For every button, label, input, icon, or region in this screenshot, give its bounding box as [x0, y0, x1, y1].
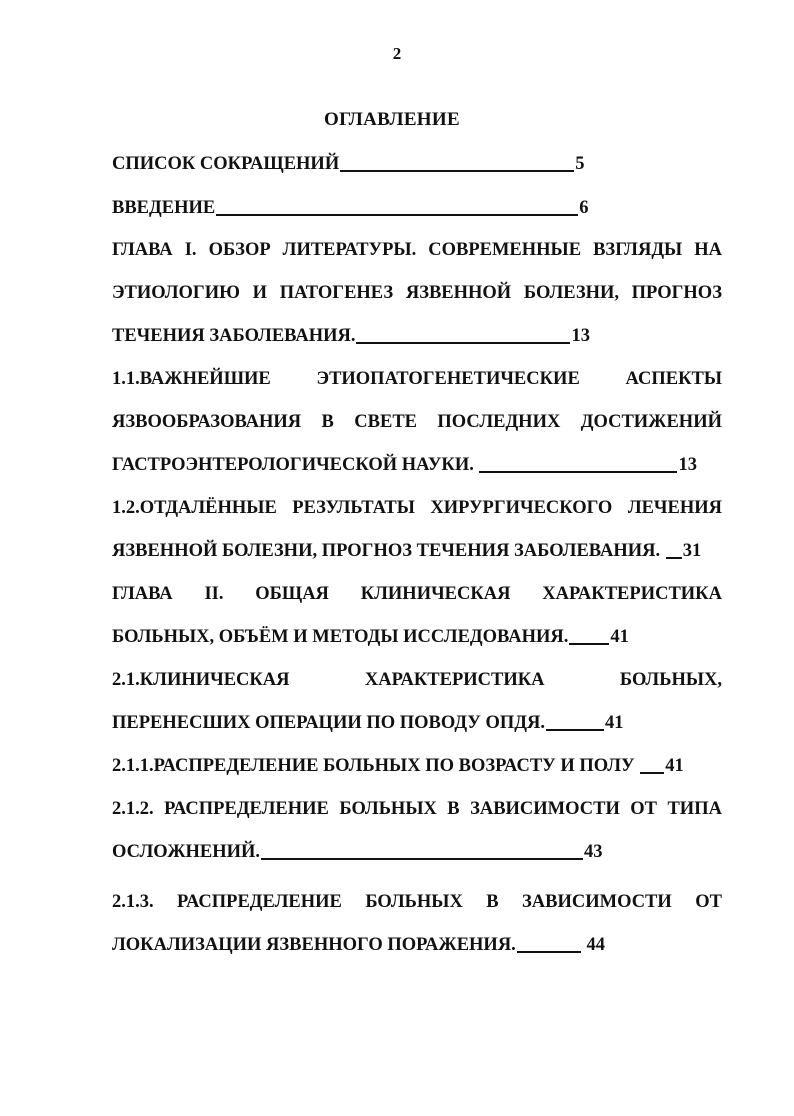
- toc-entry-section-1-1-line-3[interactable]: [112, 451, 697, 479]
- dot-leader: [569, 623, 609, 645]
- toc-word: И: [252, 283, 267, 303]
- toc-entry-page: 31: [682, 541, 702, 561]
- toc-word: ОТ: [695, 892, 722, 912]
- toc-word: БОЛЬНЫХ,: [619, 670, 722, 690]
- toc-entry-section-2-1-line-1[interactable]: [112, 666, 722, 694]
- toc-word: ХИРУРГИЧЕСКОГО: [430, 498, 613, 518]
- dot-leader: [640, 752, 664, 774]
- toc-word: ГЛАВА: [112, 240, 173, 260]
- toc-word: В: [447, 799, 460, 819]
- toc-word: ПОСЛЕДНИХ: [437, 412, 561, 432]
- dot-leader: [546, 709, 604, 731]
- dot-leader: [517, 931, 581, 953]
- toc-entry-page: 5: [575, 154, 585, 174]
- toc-word: В: [486, 892, 499, 912]
- toc-entry-section-2-1-2-line-2[interactable]: [112, 838, 603, 866]
- toc-word: НА: [694, 240, 722, 260]
- toc-entry-text: СПИСОК СОКРАЩЕНИЙ: [112, 154, 340, 174]
- toc-entry-page: 6: [579, 198, 589, 218]
- toc-word: СОВРЕМЕННЫЕ: [428, 240, 582, 260]
- dot-leader: [356, 322, 570, 344]
- toc-word: ВЗГЛЯДЫ: [593, 240, 683, 260]
- toc-word: ЗАВИСИМОСТИ: [522, 892, 672, 912]
- toc-word: 2.1.3.: [112, 892, 154, 912]
- toc-entry-page: 41: [665, 756, 684, 776]
- toc-entry-text: ТЕЧЕНИЯ ЗАБОЛЕВАНИЯ.: [112, 326, 356, 346]
- toc-word: 1.2.ОТДАЛЁННЫЕ: [112, 498, 277, 518]
- toc-word: ТИПА: [667, 799, 722, 819]
- toc-entry-page: 44: [586, 935, 605, 955]
- page-title: ОГЛАВЛЕНИЕ: [324, 109, 460, 130]
- toc-word: ПРОГНОЗ: [631, 283, 722, 303]
- toc-entry-text: ПЕРЕНЕСШИХ ОПЕРАЦИИ ПО ПОВОДУ ОПДЯ.: [112, 713, 545, 733]
- toc-word: 2.1.КЛИНИЧЕСКАЯ: [112, 670, 290, 690]
- toc-word: РЕЗУЛЬТАТЫ: [292, 498, 415, 518]
- toc-entry-page: 41: [605, 713, 624, 733]
- toc-word: РАСПРЕДЕЛЕНИЕ: [177, 892, 342, 912]
- toc-entry-text: ОСЛОЖНЕНИЙ.: [112, 842, 261, 862]
- toc-word: I.: [184, 240, 197, 260]
- toc-word: БОЛЬНЫХ: [365, 892, 463, 912]
- dot-leader: [340, 150, 574, 172]
- toc-word: СВЕТЕ: [354, 412, 418, 432]
- toc-entry-page: 13: [571, 326, 590, 346]
- toc-entry-section-1-2-line-2[interactable]: [112, 537, 701, 565]
- toc-word: БОЛЕЗНИ,: [523, 283, 619, 303]
- toc-entry-section-2-1-3-line-1[interactable]: [112, 888, 722, 916]
- toc-entry-page: 13: [678, 455, 697, 475]
- dot-leader: [261, 838, 583, 860]
- toc-entry-abbreviations[interactable]: [112, 150, 584, 178]
- toc-entry-section-2-1-1[interactable]: [112, 752, 684, 780]
- toc-word: ЯЗВЕННОЙ: [405, 283, 512, 303]
- toc-word: 1.1.ВАЖНЕЙШИЕ: [112, 369, 271, 389]
- toc-entry-page: 43: [584, 842, 603, 862]
- toc-word: ЛИТЕРАТУРЫ.: [282, 240, 417, 260]
- toc-word: В: [321, 412, 334, 432]
- toc-word: БОЛЬНЫХ: [339, 799, 437, 819]
- dot-leader: [216, 194, 578, 216]
- toc-word: ЭТИОЛОГИЮ: [112, 283, 240, 303]
- page-number: 2: [392, 44, 402, 63]
- toc-entry-section-1-2-line-1[interactable]: [112, 494, 722, 522]
- toc-entry-chapter-1-line-2[interactable]: [112, 279, 722, 307]
- toc-entry-section-2-1-3-line-2[interactable]: [112, 931, 605, 959]
- toc-word: II.: [204, 584, 224, 604]
- toc-word: ХАРАКТЕРИСТИКА: [364, 670, 545, 690]
- toc-word: ЛЕЧЕНИЯ: [627, 498, 722, 518]
- toc-word: ЭТИОПАТОГЕНЕТИЧЕСКИЕ: [316, 369, 580, 389]
- toc-entry-text: ВВЕДЕНИЕ: [112, 198, 216, 218]
- toc-entry-section-2-1-line-2[interactable]: [112, 709, 624, 737]
- toc-entry-introduction[interactable]: [112, 194, 588, 222]
- toc-word: ДОСТИЖЕНИЙ: [580, 412, 722, 432]
- toc-entry-text: ГАСТРОЭНТЕРОЛОГИЧЕСКОЙ НАУКИ.: [112, 455, 474, 475]
- toc-word: АСПЕКТЫ: [625, 369, 722, 389]
- toc-entry-page: 41: [610, 627, 629, 647]
- toc-word: ОТ: [630, 799, 658, 819]
- toc-entry-chapter-1-line-3[interactable]: [112, 322, 590, 350]
- toc-entry-chapter-2-line-2[interactable]: [112, 623, 629, 651]
- toc-word: ГЛАВА: [112, 584, 173, 604]
- toc-word: РАСПРЕДЕЛЕНИЕ: [164, 799, 329, 819]
- toc-entry-text: ЛОКАЛИЗАЦИИ ЯЗВЕННОГО ПОРАЖЕНИЯ.: [112, 935, 516, 955]
- toc-entry-text: БОЛЬНЫХ, ОБЪЁМ И МЕТОДЫ ИССЛЕДОВАНИЯ.: [112, 627, 569, 647]
- toc-word: 2.1.2.: [112, 799, 154, 819]
- toc-word: ЗАВИСИМОСТИ: [470, 799, 620, 819]
- toc-word: ХАРАКТЕРИСТИКА: [542, 584, 722, 604]
- toc-entry-section-1-1-line-2[interactable]: [112, 408, 722, 436]
- dot-leader: [666, 537, 682, 559]
- toc-entry-section-1-1-line-1[interactable]: [112, 365, 722, 393]
- toc-entry-chapter-1-line-1[interactable]: [112, 236, 722, 264]
- toc-word: ПАТОГЕНЕЗ: [279, 283, 394, 303]
- toc-word: ОБЩАЯ: [255, 584, 329, 604]
- toc-word: ОБЗОР: [208, 240, 271, 260]
- toc-word: КЛИНИЧЕСКАЯ: [360, 584, 511, 604]
- toc-entry-text: 2.1.1.РАСПРЕДЕЛЕНИЕ БОЛЬНЫХ ПО ВОЗРАСТУ И ПОЛУ: [112, 756, 635, 776]
- dot-leader: [479, 451, 677, 473]
- toc-entry-chapter-2-line-1[interactable]: [112, 580, 722, 608]
- toc-entry-section-2-1-2-line-1[interactable]: [112, 795, 722, 823]
- toc-entry-text: ЯЗВЕННОЙ БОЛЕЗНИ, ПРОГНОЗ ТЕЧЕНИЯ ЗАБОЛЕВАНИЯ.: [112, 541, 661, 561]
- toc-word: ЯЗВООБРАЗОВАНИЯ: [112, 412, 302, 432]
